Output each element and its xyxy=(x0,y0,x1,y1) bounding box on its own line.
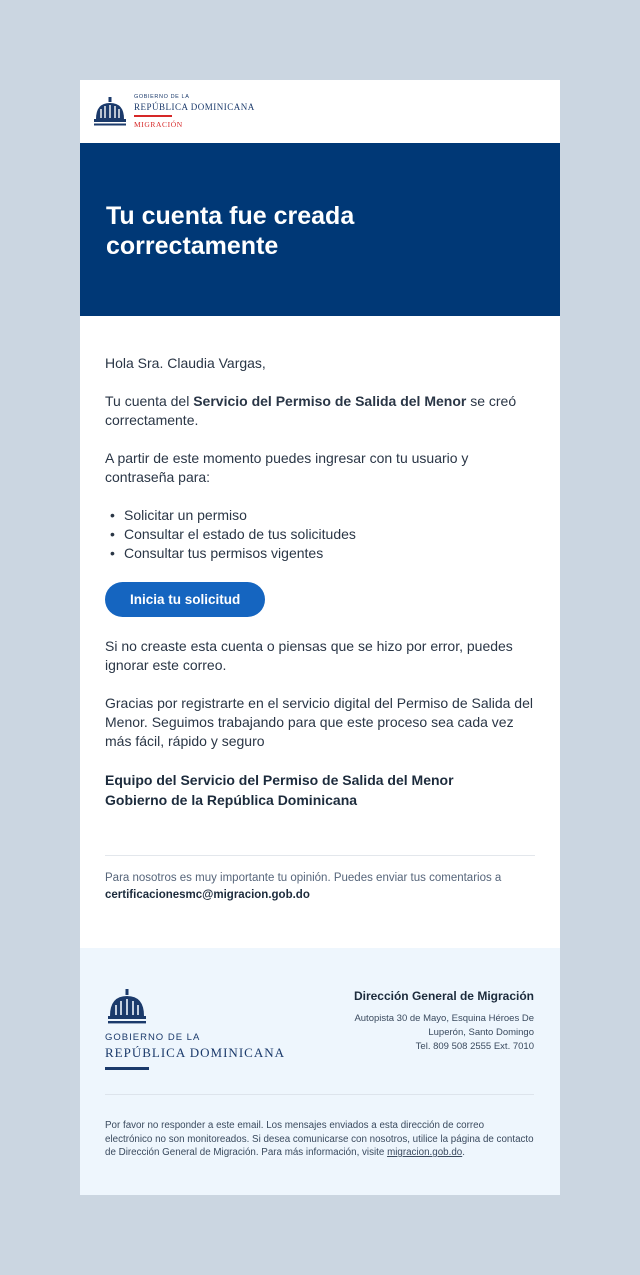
hero-title: Tu cuenta fue creada correctamente xyxy=(106,202,355,260)
disclaimer-end: . xyxy=(462,1147,465,1158)
footer-phone: Tel. 809 508 2555 Ext. 7010 xyxy=(415,1041,534,1052)
feedback-email-link[interactable]: certificacionesmc@migracion.gob.do xyxy=(105,889,310,901)
access-paragraph: A partir de este momento puedes ingresar con tu usuario y contraseña para: xyxy=(105,450,469,485)
email-card xyxy=(80,80,560,1195)
p1-after: se creó correctamente. xyxy=(105,393,517,428)
footer-government-logo xyxy=(105,988,285,1070)
dome-seal-icon xyxy=(92,95,128,129)
footer-address-line: Luperón, Santo Domingo xyxy=(428,1027,534,1038)
email-header xyxy=(80,80,560,143)
website-link[interactable]: migracion.gob.do xyxy=(387,1147,463,1158)
logo-migration-text: MIGRACIÓN xyxy=(134,119,183,129)
footer-logo-gov-text: GOBIERNO DE LA xyxy=(105,1032,201,1043)
government-logo xyxy=(92,95,255,129)
logo-gov-text: GOBIERNO DE LA xyxy=(134,94,190,100)
greeting: Hola Sra. Claudia Vargas, xyxy=(105,355,266,371)
service-name: Servicio del Permiso de Salida del Menor xyxy=(193,393,467,409)
list-item: • Consultar el estado de tus solicitudes xyxy=(124,525,535,544)
signature xyxy=(105,770,535,810)
feedback-section xyxy=(80,856,560,904)
footer-disclaimer xyxy=(80,1095,560,1160)
footer-org-name: Dirección General de Migración xyxy=(353,989,534,1003)
email-footer xyxy=(80,948,560,1195)
thanks-paragraph: Gracias por registrarte en el servicio digital del Permiso de Salida del Menor. Seguimos trabajando para que este proceso sea cada vez más fácil, rápido y seguro xyxy=(105,695,533,749)
hero-banner xyxy=(80,143,560,316)
signature-government: Gobierno de la República Dominicana xyxy=(105,792,358,808)
dome-seal-icon xyxy=(105,988,149,1028)
ignore-paragraph: Si no creaste esta cuenta o piensas que se hizo por error, puedes ignorar este correo. xyxy=(105,638,513,673)
feedback-text: Para nosotros es muy importante tu opinión. Puedes enviar tus comentarios a xyxy=(105,872,502,884)
footer-contact xyxy=(334,988,534,1070)
list-item: • Consultar tus permisos vigentes xyxy=(124,544,535,563)
logo-red-rule xyxy=(134,115,172,117)
footer-logo-rule xyxy=(105,1067,149,1070)
logo-republic-text: REPÚBLICA DOMINICANA xyxy=(134,101,255,112)
account-created-paragraph xyxy=(105,392,535,430)
start-request-button[interactable]: Inicia tu solicitud xyxy=(105,582,265,617)
email-body xyxy=(80,316,560,810)
features-list xyxy=(124,506,535,563)
footer-logo-republic-text: REPÚBLICA DOMINICANA xyxy=(105,1045,285,1060)
list-item: • Solicitar un permiso xyxy=(124,506,535,525)
signature-team: Equipo del Servicio del Permiso de Salida del Menor xyxy=(105,772,454,788)
p1-before: Tu cuenta del xyxy=(105,393,194,409)
disclaimer-text: Por favor no responder a este email. Los mensajes enviados a esta dirección de correo electrónico no son monitoreados. Si desea comunicarse con nosotros, utilice la página de contacto de Dirección General de Migración. Para más información, visite xyxy=(105,1120,534,1158)
footer-address-line: Autopista 30 de Mayo, Esquina Héroes De xyxy=(354,1013,534,1024)
